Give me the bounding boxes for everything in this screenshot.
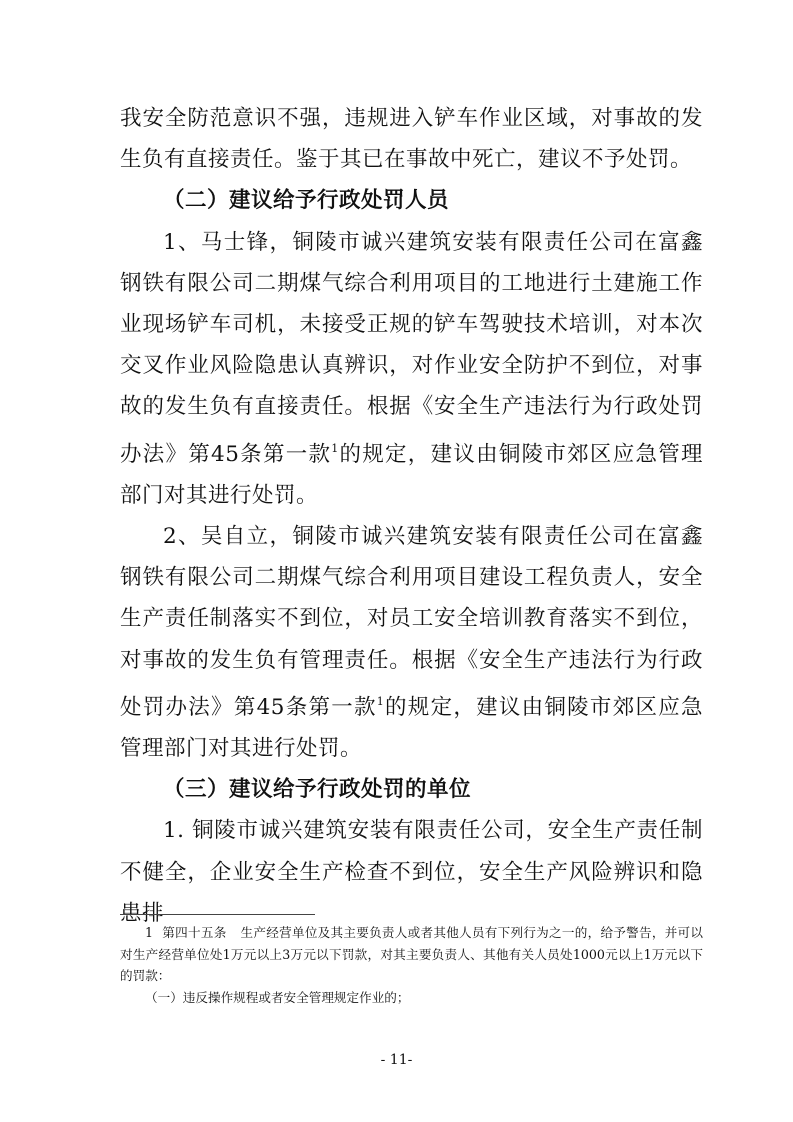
paragraph-person-1-text-end: 的规定，建议由铜陵市郊区应急管理部门对其进行处罚。 [120,441,703,508]
section-heading-3: （三）建议给予行政处罚的单位 [163,777,472,803]
footnote-title: 第四十五条 [162,925,227,940]
paragraph-person-1-text: 1、马士锋，铜陵市诚兴建筑安装有限责任公司在富鑫钢铁有限公司二期煤气综合利用项目的工地进行土建施工作业现场铲车司机，未接受正规的铲车驾驶技术培训，对本次交叉作业风险隐患认真辨识，对作业安全防护不到位，对事故的发生负有直接责任。根据《安全生产违法行为行政处罚办法》第45条第一款 [120,229,703,467]
page-number: - 11- [380,1052,413,1068]
footnote [120,922,703,1008]
footnote-item: （一）违反操作规程或者安全管理规定作业的； [145,989,410,1005]
footnote-ref-2: 1 [376,694,385,708]
paragraph-continued: 我安全防范意识不强，违规进入铲车作业区域，对事故的发生负有直接责任。鉴于其已在事故中死亡，建议不予处罚。 [120,106,703,173]
section-heading-2: （二）建议给予行政处罚人员 [163,188,450,214]
footnote-ref-1: 1 [331,441,339,455]
paragraph-person-1 [120,222,703,516]
footnote-number: 1 [145,925,154,940]
paragraph-company-1: 1. 铜陵市诚兴建筑安装有限责任公司，安全生产责任制不健全，企业安全生产检查不到位，安全生产风险辨识和隐患排 [120,818,703,926]
footnote-body [120,922,703,987]
footnote-divider [120,914,315,915]
paragraph-person-2-text: 2、吴自立，铜陵市诚兴建筑安装有限责任公司在富鑫钢铁有限公司二期煤气综合利用项目建设工程负责人，安全生产责任制落实不到位，对员工安全培训教育落实不到位，对事故的发生负有管理责任。根据《安全生产违法行为行政处罚办法》第45条第一款 [120,524,703,720]
paragraph-person-2 [120,516,703,769]
body-text [120,98,703,934]
footnote-text: 生产经营单位及其主要负责人或者其他人员有下列行为之一的，给予警告，并可以对生产经营单位处1万元以上3万元以下罚款，对其主要负责人、其他有关人员处1000元以上1万元以下的罚款： [120,925,704,983]
paragraph-person-2-text-end: 的规定，建议由铜陵市郊区应急管理部门对其进行处罚。 [120,694,703,762]
